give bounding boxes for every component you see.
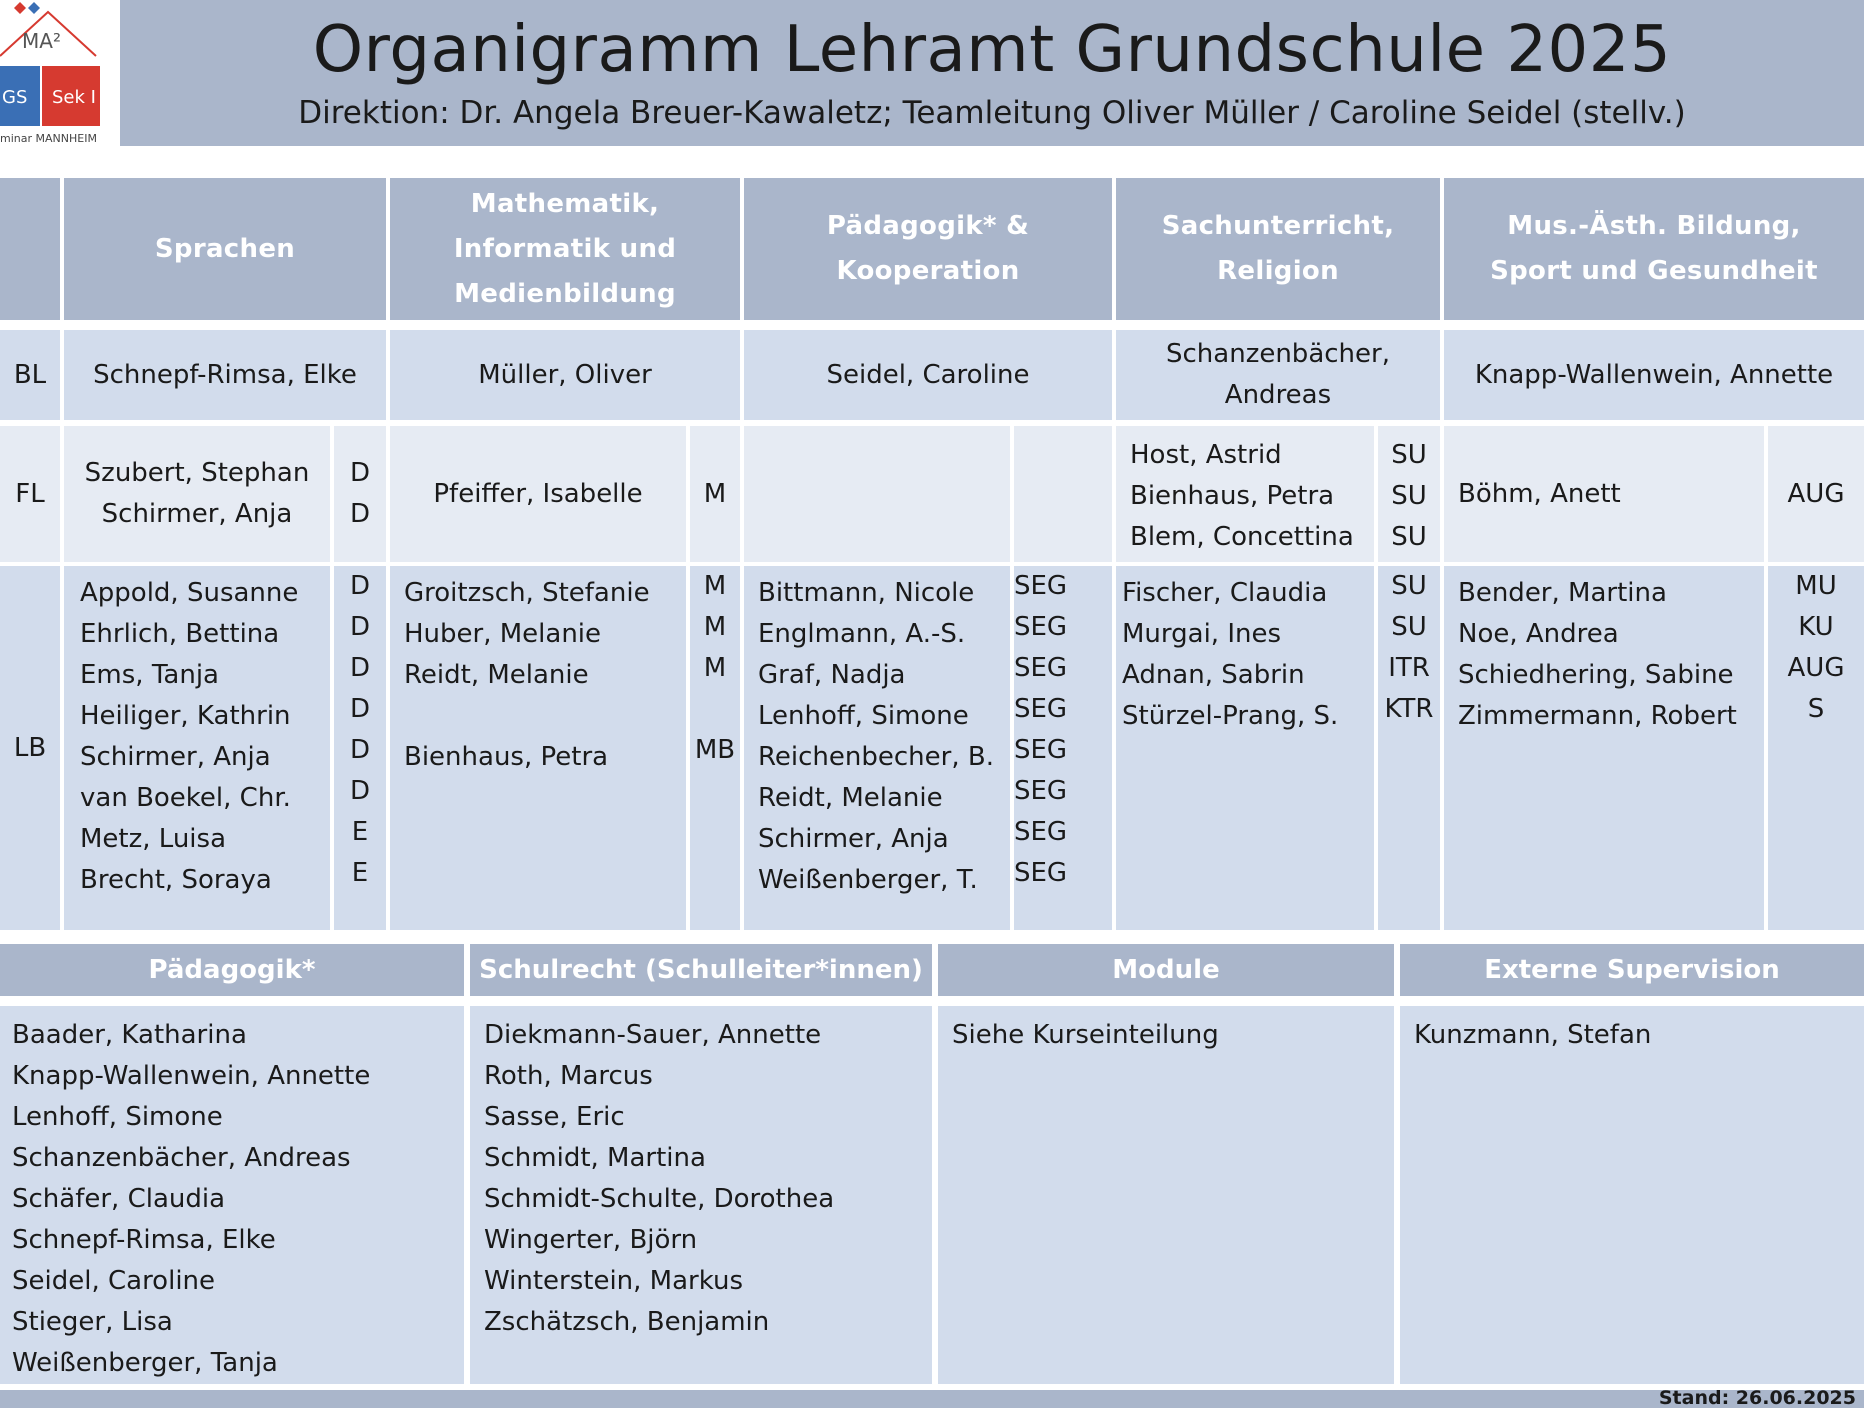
lb-mathe-names	[390, 566, 686, 930]
lb-sprachen-name: Heiliger, Kathrin	[80, 701, 291, 731]
lb-paed-code: SEG	[1014, 571, 1068, 601]
lb-paed-codes	[1014, 566, 1112, 930]
fl-mathe-name: Pfeiffer, Isabelle	[390, 426, 686, 562]
lb-mus-name: Bender, Martina	[1458, 578, 1667, 608]
lb-mathe-code: M	[703, 653, 727, 683]
bl-musik: Knapp-Wallenwein, Annette	[1444, 330, 1864, 420]
lb-mathe-name	[404, 696, 686, 737]
bottom-module-text: Siehe Kurseinteilung	[952, 1020, 1219, 1050]
fl-sach-code: SU	[1391, 440, 1427, 470]
lb-paed-code: SEG	[1014, 817, 1068, 847]
lb-sprachen-name: Ems, Tanja	[80, 660, 219, 690]
logo-bottom-text: minar MANNHEIM	[0, 132, 97, 145]
bottom-paedagogik-name: Schanzenbächer, Andreas	[12, 1143, 351, 1173]
bl-mathematik: Müller, Oliver	[390, 330, 740, 420]
lb-paed-code: SEG	[1014, 776, 1068, 806]
fl-mus-name: Böhm, Anett	[1444, 426, 1764, 562]
lb-sprachen-names	[64, 566, 330, 930]
bottom-schulrecht-name: Schmidt-Schulte, Dorothea	[484, 1184, 835, 1214]
lb-mathe-code	[690, 689, 740, 730]
lb-sprachen-name: Ehrlich, Bettina	[80, 619, 280, 649]
lb-mathe-name: Groitzsch, Stefanie	[404, 578, 650, 608]
lb-paed-name: Weißenberger, T.	[758, 865, 978, 895]
bottom-schulrecht-name: Winterstein, Markus	[484, 1266, 744, 1296]
stand-date: Stand: 26.06.2025	[1658, 1387, 1856, 1409]
lb-sprachen-code: E	[351, 858, 369, 888]
bottom-schulrecht-name: Sasse, Eric	[484, 1102, 625, 1132]
lb-sach-code: SU	[1391, 571, 1427, 601]
lb-sprachen-code: D	[349, 776, 371, 806]
bottom-header-module: Module	[938, 944, 1394, 996]
bottom-schulrecht-name: Diekmann-Sauer, Annette	[484, 1020, 822, 1050]
lb-mathe-name: Reidt, Melanie	[404, 660, 589, 690]
lb-sprachen-code: E	[351, 817, 369, 847]
lb-mus-code: S	[1807, 694, 1825, 724]
fl-sprachen-code: D	[349, 499, 371, 529]
header-corner	[0, 178, 60, 320]
fl-paed-names-empty	[744, 426, 1010, 562]
lb-sach-name: Fischer, Claudia	[1122, 578, 1328, 608]
lb-sprachen-name: Schirmer, Anja	[80, 742, 271, 772]
lb-paed-code: SEG	[1014, 694, 1068, 724]
fl-sprachen-name: Szubert, Stephan	[84, 458, 310, 488]
bottom-paedagogik-name: Baader, Katharina	[12, 1020, 247, 1050]
fl-sprachen-names	[64, 426, 330, 562]
lb-paed-names	[744, 566, 1010, 930]
lb-sach-name: Stürzel-Prang, S.	[1122, 701, 1339, 731]
bottom-header-supervision: Externe Supervision	[1400, 944, 1864, 996]
lb-sach-code: ITR	[1388, 653, 1430, 683]
row-label-lb: LB	[0, 566, 60, 930]
page-header	[120, 0, 1864, 146]
lb-sprachen-code: D	[349, 653, 371, 683]
lb-sprachen-name: Brecht, Soraya	[80, 865, 272, 895]
fl-mathe-code: M	[690, 426, 740, 562]
bottom-header-schulrecht: Schulrecht (Schulleiter*innen)	[470, 944, 932, 996]
bottom-supervision-name: Kunzmann, Stefan	[1414, 1020, 1652, 1050]
bl-sachunterricht: Schanzenbächer, Andreas	[1116, 330, 1440, 420]
lb-paed-name: Bittmann, Nicole	[758, 578, 975, 608]
lb-paed-name: Schirmer, Anja	[758, 824, 949, 854]
lb-sach-code: SU	[1391, 612, 1427, 642]
bottom-paedagogik-name: Lenhoff, Simone	[12, 1102, 223, 1132]
column-header-sprachen: Sprachen	[64, 178, 386, 320]
lb-sprachen-code: D	[349, 735, 371, 765]
column-header-paedagogik: Pädagogik* & Kooperation	[744, 178, 1112, 320]
fl-sach-codes	[1378, 426, 1440, 562]
lb-paed-name: Reidt, Melanie	[758, 783, 943, 813]
lb-paed-name: Englmann, A.-S.	[758, 619, 966, 649]
lb-mathe-codes	[690, 566, 740, 930]
bottom-paedagogik-name: Schnepf-Rimsa, Elke	[12, 1225, 276, 1255]
column-header-musik: Mus.-Ästh. Bildung, Sport und Gesundheit	[1444, 178, 1864, 320]
fl-paed-codes-empty	[1014, 426, 1112, 562]
fl-sprachen-codes	[334, 426, 386, 562]
lb-sprachen-codes	[334, 566, 386, 930]
logo-top-text: MA²	[22, 29, 61, 53]
fl-sprachen-code: D	[349, 458, 371, 488]
fl-sach-code: SU	[1391, 522, 1427, 552]
fl-sach-code: SU	[1391, 481, 1427, 511]
lb-sprachen-code: D	[349, 612, 371, 642]
lb-sprachen-code: D	[349, 694, 371, 724]
seminar-logo	[0, 0, 118, 146]
bottom-paedagogik-name: Stieger, Lisa	[12, 1307, 173, 1337]
lb-paed-name: Graf, Nadja	[758, 660, 906, 690]
bottom-paedagogik-list	[0, 1006, 464, 1384]
lb-paed-name: Reichenbecher, B.	[758, 742, 994, 772]
bottom-schulrecht-name: Wingerter, Björn	[484, 1225, 698, 1255]
lb-sprachen-name: Metz, Luisa	[80, 824, 227, 854]
lb-paed-code: SEG	[1014, 735, 1068, 765]
row-label-bl: BL	[0, 330, 60, 420]
lb-sach-name: Adnan, Sabrin	[1122, 660, 1305, 690]
bottom-schulrecht-name: Roth, Marcus	[484, 1061, 653, 1091]
footer-bar	[0, 1387, 1864, 1409]
bottom-schulrecht-name: Zschätzsch, Benjamin	[484, 1307, 770, 1337]
column-header-mathematik: Mathematik, Informatik und Medienbildung	[390, 178, 740, 320]
logo-sek-text: Sek I	[52, 87, 96, 108]
lb-mathe-name: Bienhaus, Petra	[404, 742, 609, 772]
lb-mus-code: KU	[1798, 612, 1834, 642]
bl-paedagogik: Seidel, Caroline	[744, 330, 1112, 420]
fl-sach-name: Bienhaus, Petra	[1130, 481, 1335, 511]
page-title: Organigramm Lehramt Grundschule 2025	[312, 13, 1672, 87]
bottom-paedagogik-name: Seidel, Caroline	[12, 1266, 216, 1296]
bottom-header-paedagogik: Pädagogik*	[0, 944, 464, 996]
bottom-schulrecht-list	[470, 1006, 932, 1384]
bottom-paedagogik-name: Weißenberger, Tanja	[12, 1348, 278, 1378]
bottom-schulrecht-name: Schmidt, Martina	[484, 1143, 706, 1173]
lb-mus-name: Noe, Andrea	[1458, 619, 1619, 649]
lb-sprachen-code: D	[349, 571, 371, 601]
lb-sach-name: Murgai, Ines	[1122, 619, 1282, 649]
lb-paed-code: SEG	[1014, 612, 1068, 642]
fl-sprachen-name: Schirmer, Anja	[101, 499, 293, 529]
row-label-fl: FL	[0, 426, 60, 562]
lb-mathe-code: M	[703, 571, 727, 601]
lb-sach-code: KTR	[1384, 694, 1434, 724]
lb-sprachen-name: Appold, Susanne	[80, 578, 299, 608]
lb-mus-code: AUG	[1787, 653, 1845, 683]
lb-sach-names	[1116, 566, 1374, 930]
bottom-paedagogik-name: Schäfer, Claudia	[12, 1184, 226, 1214]
fl-sach-name: Blem, Concettina	[1130, 522, 1354, 552]
lb-mus-code: MU	[1795, 571, 1837, 601]
logo-gs-text: GS	[2, 87, 28, 108]
lb-mus-codes	[1768, 566, 1864, 930]
fl-sach-names	[1116, 426, 1374, 562]
column-header-sachunterricht: Sachunterricht, Religion	[1116, 178, 1440, 320]
lb-paed-code: SEG	[1014, 653, 1068, 683]
bottom-module-list	[938, 1006, 1394, 1384]
fl-mus-code: AUG	[1768, 426, 1864, 562]
lb-sach-codes	[1378, 566, 1440, 930]
lb-mus-name: Schiedhering, Sabine	[1458, 660, 1734, 690]
page-subtitle: Direktion: Dr. Angela Breuer-Kawaletz; Teamleitung Oliver Müller / Caroline Seidel (stellv.)	[298, 95, 1686, 131]
lb-mus-name: Zimmermann, Robert	[1458, 701, 1737, 731]
lb-mathe-name: Huber, Melanie	[404, 619, 602, 649]
lb-sprachen-name: van Boekel, Chr.	[80, 783, 291, 813]
bottom-supervision-list	[1400, 1006, 1864, 1384]
lb-mus-names	[1444, 566, 1764, 930]
lb-mathe-code: MB	[694, 735, 736, 765]
bl-sprachen: Schnepf-Rimsa, Elke	[64, 330, 386, 420]
bottom-paedagogik-name: Knapp-Wallenwein, Annette	[12, 1061, 371, 1091]
lb-paed-name: Lenhoff, Simone	[758, 701, 969, 731]
lb-paed-code: SEG	[1014, 858, 1068, 888]
fl-sach-name: Host, Astrid	[1130, 440, 1282, 470]
lb-mathe-code: M	[703, 612, 727, 642]
